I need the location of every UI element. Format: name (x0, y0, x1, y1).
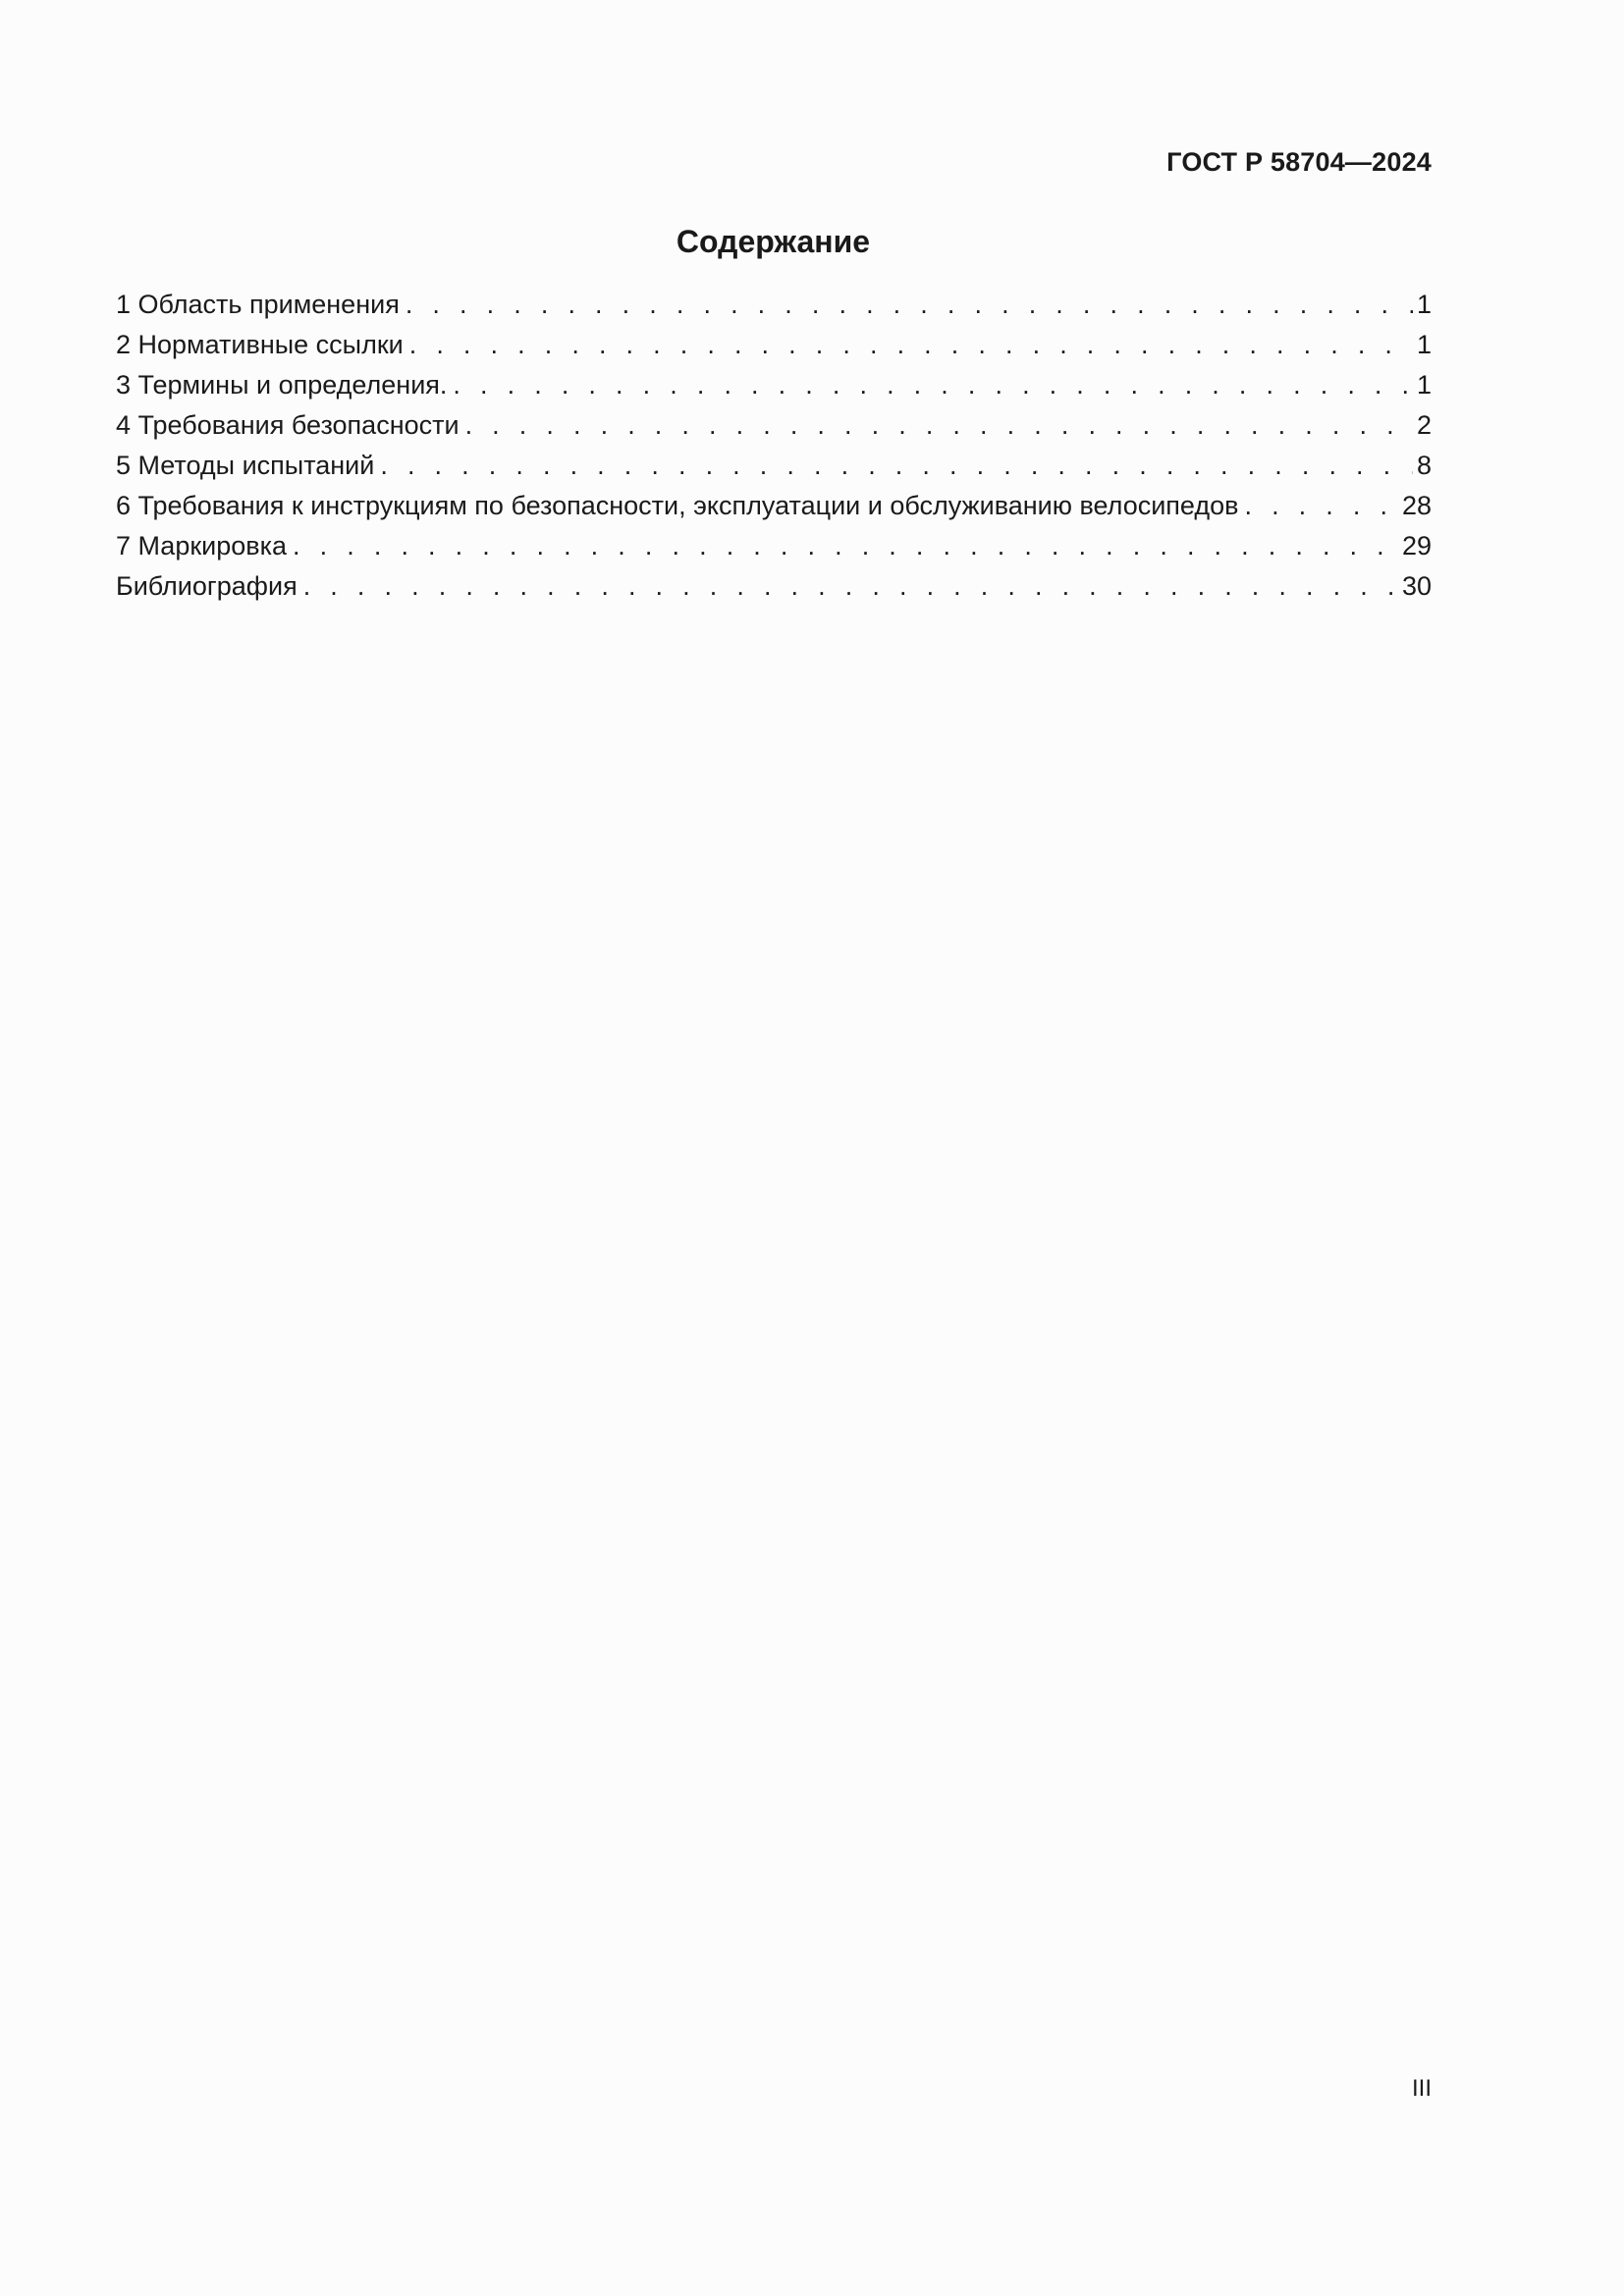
dot-leader (303, 566, 1398, 607)
toc-entry-page: 29 (1401, 531, 1432, 561)
toc-entry-page: 2 (1416, 410, 1432, 440)
toc-entry-label: 2 Нормативные ссылки (116, 330, 404, 359)
toc-entry-page: 30 (1401, 571, 1432, 601)
toc-entry-page: 28 (1401, 491, 1432, 520)
table-of-contents (116, 285, 1432, 607)
dot-leader (293, 526, 1398, 566)
document-code: ГОСТ Р 58704—2024 (1166, 147, 1432, 177)
toc-entry-scope[interactable] (116, 285, 1432, 325)
toc-entry-terms-definitions[interactable] (116, 365, 1432, 405)
toc-title: Содержание (676, 224, 871, 259)
toc-entry-normative-references[interactable] (116, 325, 1432, 365)
toc-entry-bibliography[interactable] (116, 566, 1432, 607)
dot-leader (453, 365, 1413, 405)
toc-entry-marking[interactable] (116, 526, 1432, 566)
toc-entry-page: 8 (1416, 451, 1432, 480)
toc-entry-test-methods[interactable] (116, 446, 1432, 486)
page-number: III (1411, 2075, 1432, 2102)
toc-entry-page: 1 (1416, 330, 1432, 359)
toc-entry-page: 1 (1416, 370, 1432, 400)
toc-entry-label: Библиография (116, 571, 298, 601)
dot-leader (1244, 486, 1397, 526)
toc-entry-label: 6 Требования к инструкциям по безопасности, эксплуатации и обслуживанию велосипедов (116, 491, 1239, 520)
toc-entry-instructions-requirements[interactable] (116, 486, 1432, 526)
toc-entry-page: 1 (1416, 290, 1432, 319)
dot-leader (465, 405, 1413, 446)
toc-entry-safety-requirements[interactable] (116, 405, 1432, 446)
dot-leader (406, 285, 1413, 325)
dot-leader (409, 325, 1413, 365)
dot-leader (380, 446, 1413, 486)
toc-entry-label: 5 Методы испытаний (116, 451, 375, 480)
toc-entry-label: 1 Область применения (116, 290, 400, 319)
toc-entry-label: 4 Требования безопасности (116, 410, 460, 440)
toc-entry-label: 3 Термины и определения. (116, 370, 448, 400)
toc-entry-label: 7 Маркировка (116, 531, 288, 561)
